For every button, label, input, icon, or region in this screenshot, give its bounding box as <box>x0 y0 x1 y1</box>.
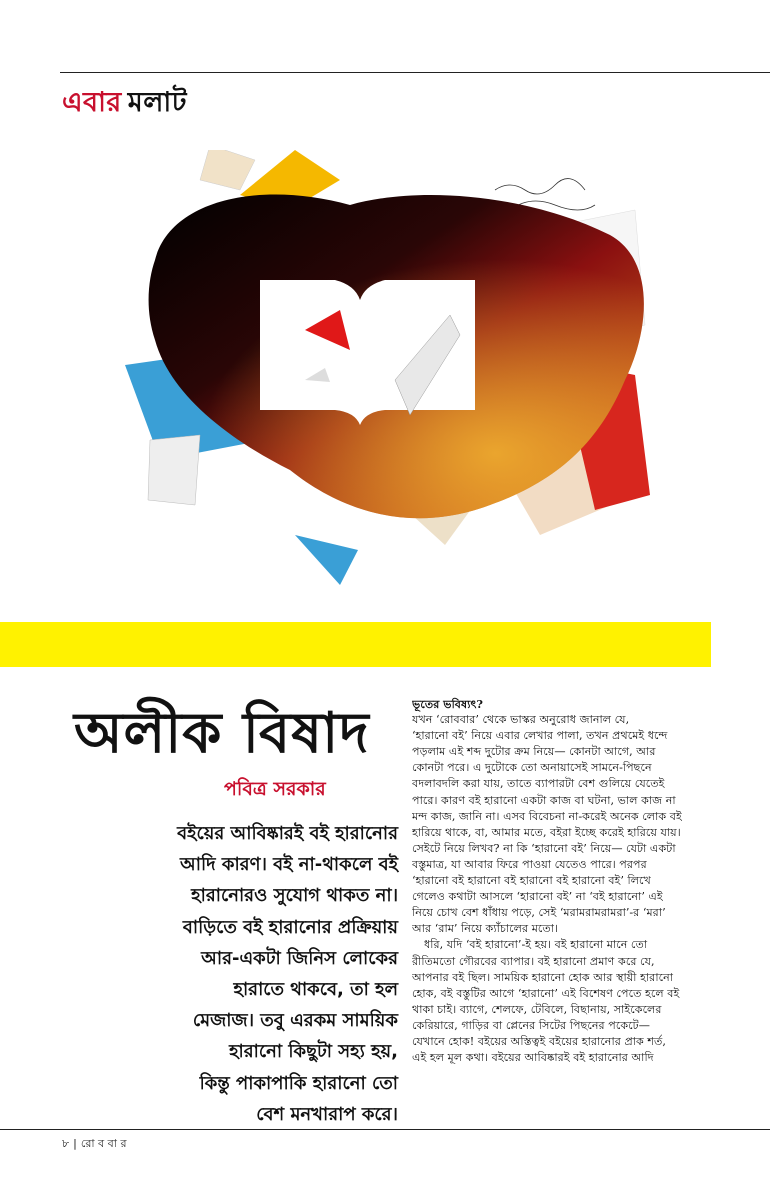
paper-fragment-tag <box>148 435 200 505</box>
standfirst-line: মেজাজ। তবু এরকম সাময়িক <box>192 1010 398 1032</box>
standfirst-line: হারানোরও সুযোগ থাকত না। <box>191 885 398 907</box>
paper-fragment-blue-small <box>295 535 358 585</box>
body-line: মন্দ কাজ, জানি না। এসব বিবেচনা না-করেই অনেক লোক বই <box>412 809 682 823</box>
body-line: হোক, বই বস্তুটির আগে ‘হারানো’ এই বিশেষণ পেতে হলে বই <box>412 986 680 1000</box>
standfirst-line: আর-একটা জিনিস লোকের <box>201 947 398 969</box>
body-line: হারিয়ে থাকে, বা, আমার মতে, বইরা ইচ্ছে করেই হারিয়ে যায়। <box>412 825 681 839</box>
author-byline: পবিত্র সরকার <box>224 778 326 800</box>
body-line: কোনটা পরে। এ দুটোকে তো অনায়াসেই সামনে-পিছনে <box>412 761 652 775</box>
body-line: পারে। কারণ বই হারানো একটা কাজ বা ঘটনা, ভাল কাজ না <box>412 793 676 807</box>
body-line: ‘হারানো বই হারানো বই হারানো বই হারানো বই’ লিখে <box>412 874 651 888</box>
standfirst-line: কিন্তু পাকাপাকি হারানো তো <box>199 1072 398 1094</box>
body-line: কেরিয়ারে, গাড়ির বা প্লেনের সিটের পিছনের পকেটে— <box>412 1018 650 1032</box>
bottom-rule <box>0 1129 770 1130</box>
body-line: বদলাবদলি করা যায়, তাতে ব্যাপারটা বেশ গুলিয়ে যেতেই <box>412 777 665 791</box>
body-line: পড়লাম এই শব্দ দুটোর ক্রম নিয়ে— কোনটা আগে, আর <box>412 745 656 759</box>
body-line: ‘হারানো বই’ নিয়ে এবার লেখার পালা, তখন প্রথমেই ধন্দে <box>412 729 668 743</box>
body-line: বস্তুমাত্র, যা আবার ফিরে পাওয়া যেতেও পারে। পরপর <box>412 857 647 871</box>
cover-illustration <box>90 150 690 620</box>
section-title-main: মলাট <box>127 87 187 118</box>
magazine-name: রো ব বা র <box>80 1137 127 1150</box>
body-line: সেইটে নিয়ে লিখব? না কি ‘হারানো বই’ নিয়ে— যেটা একটা <box>412 841 676 855</box>
body-line: আর ‘রাম’ নিয়ে ক্যাঁচালের মতো। <box>412 922 559 936</box>
standfirst-line: হারাতে থাকবে, তা হল <box>233 979 398 1001</box>
headline: অলীক বিষাদ <box>74 700 370 766</box>
standfirst-line: বেশ মনখারাপ করে। <box>256 1103 398 1125</box>
footer-separator: | <box>73 1137 77 1150</box>
standfirst-line: আদি কারণ। বই না-থাকলে বই <box>179 854 398 876</box>
article-subhead: ভূতের ভবিষ্যৎ? <box>412 697 483 711</box>
standfirst-line: হারানো কিছুটা সহ্য হয়, <box>229 1041 398 1063</box>
standfirst-line: বইয়ের আবিষ্কারই বই হারানোর <box>177 823 398 844</box>
body-line: ধরি, যদি ‘বই হারানো’-ই হয়। বই হারানো মানে তো <box>424 938 648 952</box>
body-line: আপনার বই ছিল। সাময়িক হারানো হোক আর স্থায়ী হারানো <box>412 970 674 984</box>
article-body <box>412 696 712 1066</box>
section-title <box>62 82 187 127</box>
body-line: গেলেও কথাটা আসলে ‘হারানো বই’ না ‘বই হারানো’ এই <box>412 890 663 904</box>
section-title-accent: এবার <box>62 87 122 118</box>
body-line: যেখানে হোক! বইয়ের অস্তিত্বই বইয়ের হারানোর প্রাক শর্ত, <box>412 1034 666 1048</box>
paper-fragment-page <box>200 150 255 190</box>
body-line: এই হল মূল কথা। বইয়ের আবিষ্কারই বই হারানোর আদি <box>412 1051 654 1065</box>
standfirst <box>90 818 398 1130</box>
body-line: নিয়ে চোখ বেশ ধাঁধায় পড়ে, সেই ‘মরামরামরামরা’-র ‘মরা’ <box>412 906 666 920</box>
body-line: যখন ‘রোববার’ থেকে ভাস্কর অনুরোধ জানাল যে, <box>412 713 630 727</box>
page-footer <box>62 1135 127 1154</box>
top-rule <box>60 72 770 73</box>
body-line: রীতিমতো গৌরবের ব্যাপার। বই হারানো প্রমাণ করে যে, <box>412 954 655 968</box>
page-number: ৮ <box>62 1137 70 1150</box>
yellow-band <box>0 622 711 667</box>
standfirst-line: বাড়িতে বই হারানোর প্রক্রিয়ায় <box>182 916 398 938</box>
body-line: থাকা চাই। ব্যাগে, শেলফে, টেবিলে, বিছানায়, সাইকেলের <box>412 1002 662 1016</box>
